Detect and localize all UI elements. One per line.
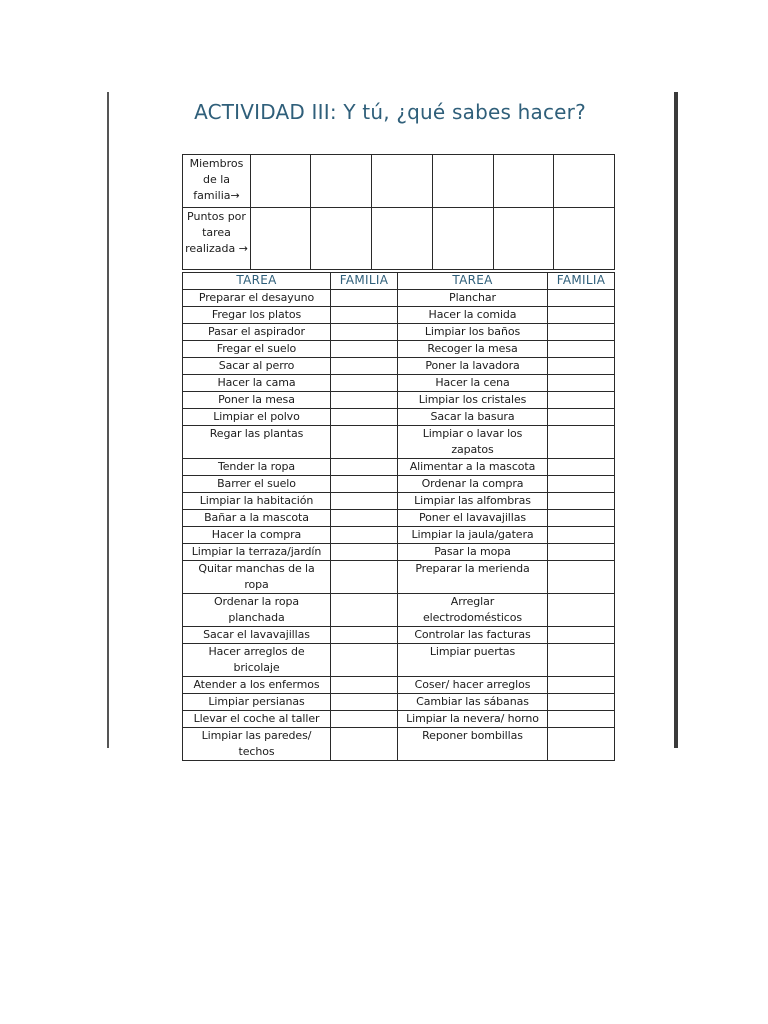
task-cell: Reponer bombillas (398, 728, 548, 761)
family-members-table (182, 154, 615, 270)
points-cell[interactable] (372, 208, 433, 270)
members-row-label: Miembros de la familia→ (183, 155, 251, 208)
task-cell: Ordenar la ropa planchada (183, 594, 331, 627)
task-row (183, 392, 615, 409)
family-cell[interactable] (331, 711, 398, 728)
task-cell: Limpiar los cristales (398, 392, 548, 409)
task-cell: Quitar manchas de la ropa (183, 561, 331, 594)
task-cell: Preparar el desayuno (183, 290, 331, 307)
task-cell: Ordenar la compra (398, 476, 548, 493)
family-cell[interactable] (548, 544, 615, 561)
member-cell[interactable] (554, 155, 615, 208)
family-cell[interactable] (548, 290, 615, 307)
task-row (183, 426, 615, 459)
family-cell[interactable] (548, 527, 615, 544)
family-cell[interactable] (548, 392, 615, 409)
task-row (183, 561, 615, 594)
member-cell[interactable] (251, 155, 311, 208)
member-cell[interactable] (311, 155, 372, 208)
family-cell[interactable] (331, 409, 398, 426)
family-cell[interactable] (548, 711, 615, 728)
task-row (183, 341, 615, 358)
task-row (183, 677, 615, 694)
task-row (183, 307, 615, 324)
task-cell: Limpiar puertas (398, 644, 548, 677)
family-cell[interactable] (548, 561, 615, 594)
task-cell: Hacer la comida (398, 307, 548, 324)
task-row (183, 527, 615, 544)
family-cell[interactable] (548, 694, 615, 711)
family-cell[interactable] (548, 409, 615, 426)
family-cell[interactable] (331, 644, 398, 677)
header-tarea: TAREA (183, 273, 331, 290)
task-cell: Preparar la merienda (398, 561, 548, 594)
family-cell[interactable] (331, 290, 398, 307)
points-row-label: Puntos por tarea realizada → (183, 208, 251, 270)
family-cell[interactable] (548, 677, 615, 694)
task-cell: Poner el lavavajillas (398, 510, 548, 527)
header-familia: FAMILIA (548, 273, 615, 290)
task-cell: Arreglar electrodomésticos (398, 594, 548, 627)
task-row (183, 290, 615, 307)
family-cell[interactable] (331, 527, 398, 544)
task-cell: Limpiar las alfombras (398, 493, 548, 510)
page-right-edge (674, 92, 678, 748)
task-row (183, 409, 615, 426)
task-cell: Limpiar persianas (183, 694, 331, 711)
task-row (183, 594, 615, 627)
header-tarea: TAREA (398, 273, 548, 290)
family-cell[interactable] (548, 358, 615, 375)
task-row (183, 493, 615, 510)
points-cell[interactable] (554, 208, 615, 270)
task-cell: Recoger la mesa (398, 341, 548, 358)
points-cell[interactable] (311, 208, 372, 270)
task-cell: Bañar a la mascota (183, 510, 331, 527)
family-cell[interactable] (331, 459, 398, 476)
task-cell: Poner la mesa (183, 392, 331, 409)
family-cell[interactable] (331, 341, 398, 358)
task-row (183, 627, 615, 644)
task-cell: Sacar el lavavajillas (183, 627, 331, 644)
points-cell[interactable] (251, 208, 311, 270)
member-cell[interactable] (494, 155, 554, 208)
task-cell: Atender a los enfermos (183, 677, 331, 694)
task-row (183, 644, 615, 677)
task-cell: Regar las plantas (183, 426, 331, 459)
family-cell[interactable] (548, 426, 615, 459)
task-cell: Sacar al perro (183, 358, 331, 375)
family-cell[interactable] (548, 341, 615, 358)
task-row (183, 711, 615, 728)
family-cell[interactable] (548, 510, 615, 527)
task-row (183, 324, 615, 341)
family-cell[interactable] (331, 694, 398, 711)
task-cell: Hacer la cena (398, 375, 548, 392)
task-row (183, 728, 615, 761)
task-cell: Tender la ropa (183, 459, 331, 476)
task-row (183, 459, 615, 476)
task-cell: Barrer el suelo (183, 476, 331, 493)
family-cell[interactable] (331, 392, 398, 409)
family-cell[interactable] (331, 426, 398, 459)
task-cell: Controlar las facturas (398, 627, 548, 644)
task-row (183, 375, 615, 392)
family-cell[interactable] (548, 493, 615, 510)
family-cell[interactable] (331, 561, 398, 594)
task-cell: Sacar la basura (398, 409, 548, 426)
task-cell: Hacer la cama (183, 375, 331, 392)
family-cell[interactable] (331, 493, 398, 510)
task-cell: Limpiar la jaula/gatera (398, 527, 548, 544)
task-cell: Pasar la mopa (398, 544, 548, 561)
task-cell: Planchar (398, 290, 548, 307)
members-row (183, 155, 615, 208)
task-row (183, 694, 615, 711)
task-cell: Limpiar el polvo (183, 409, 331, 426)
family-cell[interactable] (548, 594, 615, 627)
family-cell[interactable] (331, 594, 398, 627)
header-familia: FAMILIA (331, 273, 398, 290)
family-cell[interactable] (331, 627, 398, 644)
tasks-table (182, 272, 615, 761)
task-cell: Fregar el suelo (183, 341, 331, 358)
task-cell: Limpiar o lavar los zapatos (398, 426, 548, 459)
points-cell[interactable] (494, 208, 554, 270)
task-cell: Fregar los platos (183, 307, 331, 324)
task-cell: Limpiar la terraza/jardín (183, 544, 331, 561)
task-cell: Alimentar a la mascota (398, 459, 548, 476)
family-cell[interactable] (331, 728, 398, 761)
family-cell[interactable] (548, 324, 615, 341)
task-cell: Poner la lavadora (398, 358, 548, 375)
family-cell[interactable] (331, 677, 398, 694)
family-cell[interactable] (331, 544, 398, 561)
task-row (183, 476, 615, 493)
task-cell: Limpiar la nevera/ horno (398, 711, 548, 728)
task-cell: Coser/ hacer arreglos (398, 677, 548, 694)
task-cell: Limpiar la habitación (183, 493, 331, 510)
task-cell: Llevar el coche al taller (183, 711, 331, 728)
task-cell: Hacer arreglos de bricolaje (183, 644, 331, 677)
task-cell: Hacer la compra (183, 527, 331, 544)
family-cell[interactable] (548, 476, 615, 493)
task-cell: Pasar el aspirador (183, 324, 331, 341)
member-cell[interactable] (372, 155, 433, 208)
task-row (183, 358, 615, 375)
family-cell[interactable] (548, 459, 615, 476)
family-cell[interactable] (331, 375, 398, 392)
points-row (183, 208, 615, 270)
task-row (183, 510, 615, 527)
family-cell[interactable] (331, 476, 398, 493)
task-cell: Cambiar las sábanas (398, 694, 548, 711)
family-cell[interactable] (331, 358, 398, 375)
task-row (183, 544, 615, 561)
tasks-header-row (183, 273, 615, 290)
family-cell[interactable] (548, 644, 615, 677)
family-cell[interactable] (331, 324, 398, 341)
page-left-edge (107, 92, 109, 748)
family-cell[interactable] (548, 307, 615, 324)
family-cell[interactable] (548, 375, 615, 392)
member-cell[interactable] (433, 155, 494, 208)
family-cell[interactable] (548, 627, 615, 644)
family-cell[interactable] (331, 510, 398, 527)
family-cell[interactable] (331, 307, 398, 324)
task-cell: Limpiar los baños (398, 324, 548, 341)
family-cell[interactable] (548, 728, 615, 761)
points-cell[interactable] (433, 208, 494, 270)
page-title: ACTIVIDAD III: Y tú, ¿qué sabes hacer? (194, 100, 586, 124)
task-cell: Limpiar las paredes/ techos (183, 728, 331, 761)
